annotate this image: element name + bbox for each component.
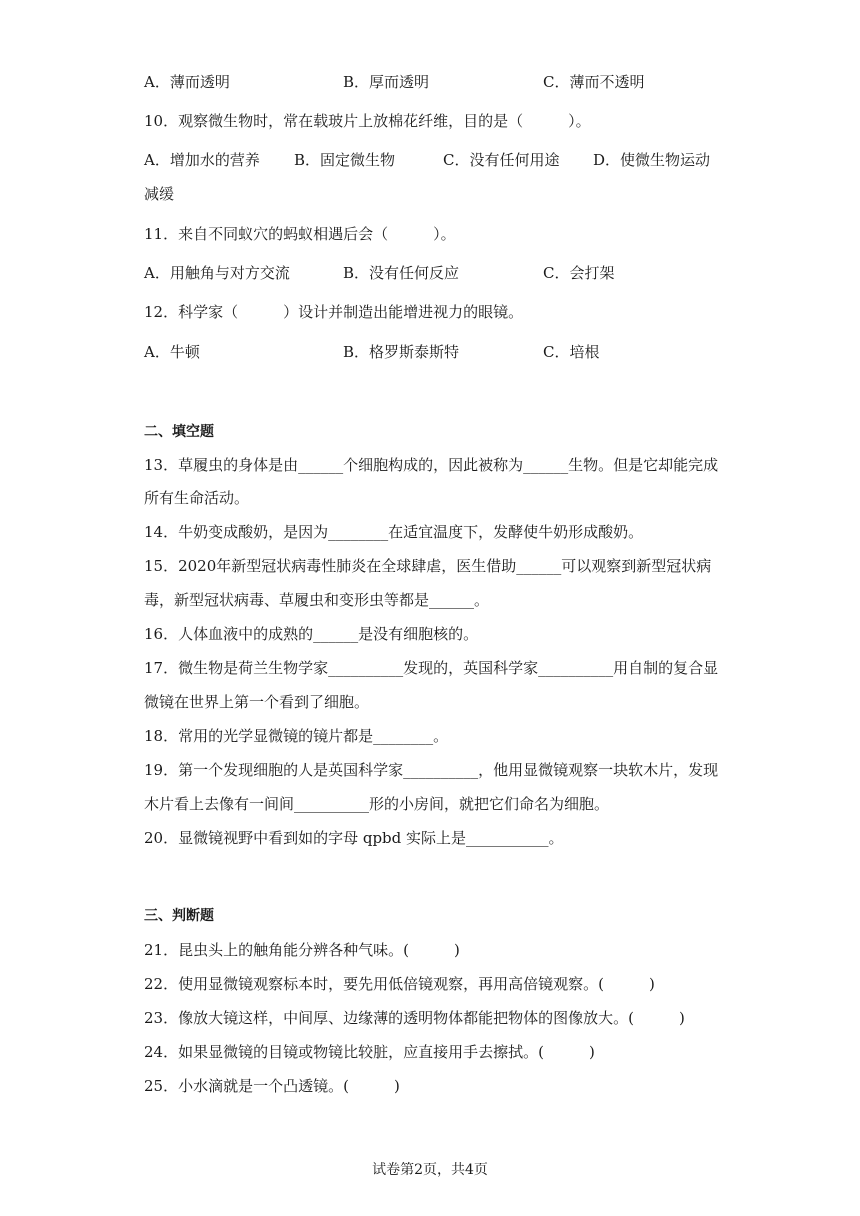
- q9-option-c: C．薄而不透明: [543, 73, 645, 91]
- q11-option-b: B．没有任何反应: [343, 264, 460, 282]
- section-judgment-title: 三、判断题: [144, 908, 214, 924]
- q12-stem: 12．科学家（ ）设计并制造出能增进视力的眼镜。: [144, 303, 524, 321]
- q10-stem: 10．观察微生物时，常在载玻片上放棉花纤维，目的是（ ）。: [144, 112, 591, 130]
- fill-line: 13．草履虫的身体是由______个细胞构成的，因此被称为______生物。但是它却能完成: [144, 456, 719, 474]
- q9-option-b: B．厚而透明: [343, 73, 430, 91]
- q9-option-a: A．薄而透明: [144, 73, 230, 91]
- fill-line: 18．常用的光学显微镜的镜片都是________。: [144, 727, 449, 745]
- page-footer: 试卷第2页，共4页: [372, 1162, 488, 1178]
- q11-option-a: A．用触角与对方交流: [144, 264, 290, 282]
- judgment-line: 22．使用显微镜观察标本时，要先用低倍镜观察，再用高倍镜观察。( ): [144, 975, 655, 993]
- fill-line: 19．第一个发现细胞的人是英国科学家__________，他用显微镜观察一块软木片，发现: [144, 761, 719, 779]
- q11-option-c: C．会打架: [543, 264, 615, 282]
- fill-line: 微镜在世界上第一个看到了细胞。: [144, 693, 370, 711]
- fill-line: 16．人体血液中的成熟的______是没有细胞核的。: [144, 625, 479, 643]
- q10-option-d-wrap: 减缓: [144, 185, 175, 203]
- q12-option-c: C．培根: [543, 343, 600, 361]
- fill-line: 所有生命活动。: [144, 489, 250, 507]
- q10-option-b: B．固定微生物: [294, 151, 396, 169]
- q12-option-b: B．格罗斯泰斯特: [343, 343, 460, 361]
- q12-option-a: A．牛顿: [144, 343, 200, 361]
- q10-option-d: D．使微生物运动: [593, 151, 711, 169]
- q11-stem: 11．来自不同蚁穴的蚂蚁相遇后会（ ）。: [144, 225, 456, 243]
- fill-line: 木片看上去像有一间间__________形的小房间，就把它们命名为细胞。: [144, 795, 610, 813]
- section-fill-in-title: 二、填空题: [144, 424, 214, 440]
- q10-option-c: C．没有任何用途: [443, 151, 560, 169]
- fill-line: 14．牛奶变成酸奶，是因为________在适宜温度下，发酵使牛奶形成酸奶。: [144, 523, 644, 541]
- fill-line: 15．2020年新型冠状病毒性肺炎在全球肆虐，医生借助______可以观察到新型冠状病: [144, 557, 712, 575]
- judgment-line: 24．如果显微镜的目镜或物镜比较脏，应直接用手去擦拭。( ): [144, 1043, 595, 1061]
- fill-line: 17．微生物是荷兰生物学家__________发现的，英国科学家__________用自制的复合显: [144, 659, 719, 677]
- fill-line: 毒，新型冠状病毒、草履虫和变形虫等都是______。: [144, 591, 490, 609]
- fill-line: 20．显微镜视野中看到如的字母 qpbd 实际上是___________。: [144, 829, 564, 847]
- judgment-line: 25．小水滴就是一个凸透镜。( ): [144, 1077, 400, 1095]
- q10-option-a: A．增加水的营养: [144, 151, 260, 169]
- judgment-line: 21．昆虫头上的触角能分辨各种气味。( ): [144, 941, 460, 959]
- judgment-line: 23．像放大镜这样，中间厚、边缘薄的透明物体都能把物体的图像放大。( ): [144, 1009, 685, 1027]
